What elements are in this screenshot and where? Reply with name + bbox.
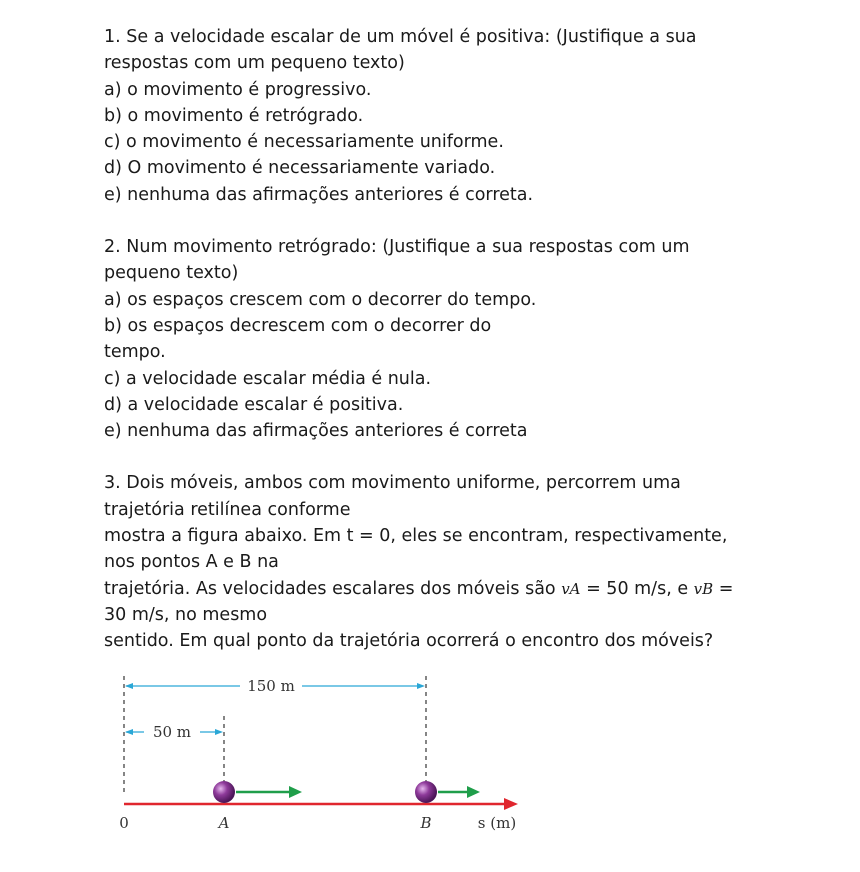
question-3-line: nos pontos A e B na <box>104 552 279 573</box>
point-b-label: B <box>420 814 432 832</box>
question-3 <box>104 470 804 654</box>
question-1 <box>104 24 804 208</box>
question-3-line: trajetória retilínea conforme <box>104 499 351 520</box>
mobile-b-ball <box>415 781 437 803</box>
va-value: = 50 m/s, e <box>580 578 694 599</box>
distance-ab-arrow-right <box>417 683 425 689</box>
question-1-option-e: e) nenhuma das afirmações anteriores é correta. <box>104 184 534 205</box>
question-3-line: sentido. Em qual ponto da trajetória ocorrerá o encontro dos móveis? <box>104 631 714 652</box>
velocity-a-arrow-head <box>289 786 302 798</box>
spacer <box>104 208 804 234</box>
vb-symbol: vB <box>693 579 714 598</box>
question-2-option-d: d) a velocidade escalar é positiva. <box>104 394 404 415</box>
question-1-line: respostas com um pequeno texto) <box>104 53 405 74</box>
question-1-option-b: b) o movimento é retrógrado. <box>104 105 364 126</box>
velocity-b-arrow-head <box>467 786 480 798</box>
question-1-option-a: a) o movimento é progressivo. <box>104 79 372 100</box>
vb-value: = <box>713 578 734 599</box>
document-body <box>104 24 804 655</box>
question-1-line: 1. Se a velocidade escalar de um móvel é positiva: (Justifique a sua <box>104 27 697 47</box>
question-1-option-d: d) O movimento é necessariamente variado. <box>104 158 496 179</box>
question-2-line: pequeno texto) <box>104 263 239 284</box>
question-2-option-b-cont: tempo. <box>104 342 166 363</box>
question-2-option-c: c) a velocidade escalar média é nula. <box>104 368 432 389</box>
distance-ab-arrow-left <box>125 683 133 689</box>
spacer <box>104 444 804 470</box>
point-a-label: A <box>218 814 230 832</box>
distance-a-label: 50 m <box>152 723 192 741</box>
question-3-line: mostra a figura abaixo. Em t = 0, eles se encontram, respectivamente, <box>104 526 728 547</box>
va-symbol: vA <box>561 579 581 598</box>
trajectory-axis-arrow <box>504 798 518 810</box>
velocity-text: trajetória. As velocidades escalares dos móveis são <box>104 578 562 599</box>
axis-label: s (m) <box>477 814 517 832</box>
distance-a-arrow-left <box>125 729 133 735</box>
question-3-line: 30 m/s, no mesmo <box>104 604 268 625</box>
mobile-a-ball <box>213 781 235 803</box>
question-1-option-c: c) o movimento é necessariamente uniforme. <box>104 132 504 153</box>
distance-a-arrow-right <box>215 729 223 735</box>
trajectory-diagram <box>104 670 544 840</box>
question-2-line: 2. Num movimento retrógrado: (Justifique a sua respostas com um <box>104 237 690 258</box>
question-3-velocity-line <box>104 576 804 602</box>
question-2-option-e: e) nenhuma das afirmações anteriores é correta <box>104 421 528 442</box>
question-2-option-a: a) os espaços crescem com o decorrer do tempo. <box>104 289 537 310</box>
question-3-line: 3. Dois móveis, ambos com movimento uniforme, percorrem uma <box>104 473 681 494</box>
question-2 <box>104 234 804 444</box>
question-2-option-b: b) os espaços decrescem com o decorrer do <box>104 315 492 336</box>
origin-label: 0 <box>119 814 129 832</box>
trajectory-figure <box>104 670 544 840</box>
distance-ab-label: 150 m <box>247 677 295 695</box>
